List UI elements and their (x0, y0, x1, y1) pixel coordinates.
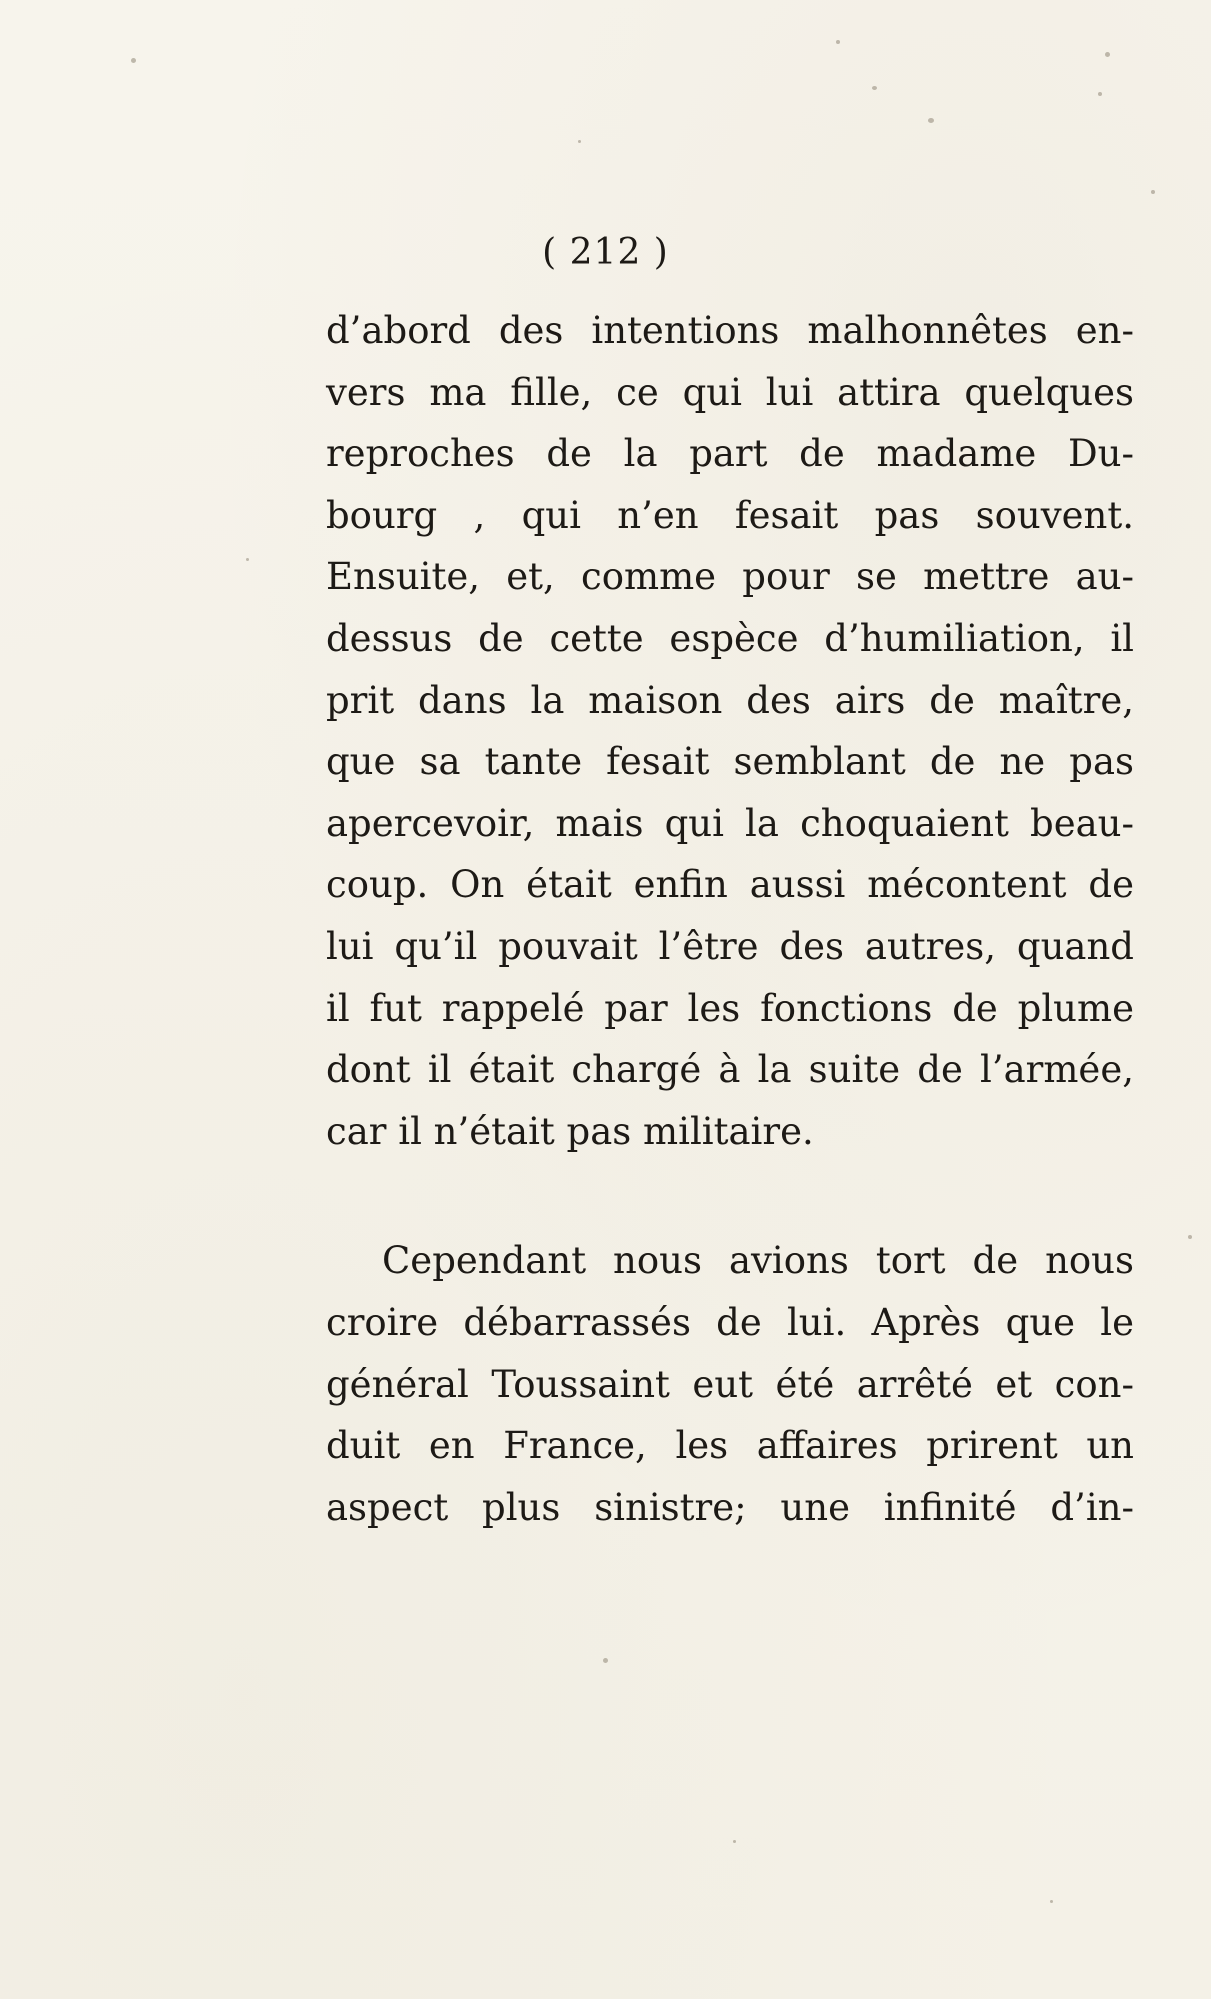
text-line: que sa tante fesait semblant de ne pas (326, 740, 1134, 784)
text-line: bourg , qui n’en fesait pas souvent. (326, 493, 1134, 537)
paper-speck (246, 558, 249, 561)
paper-speck (733, 1840, 736, 1843)
paper-speck (1050, 1900, 1053, 1903)
text-line: général Toussaint eut été arrêté et con- (326, 1362, 1134, 1406)
paper-speck (872, 86, 877, 90)
paragraph (326, 1230, 1134, 1538)
text-line: aspect plus sinistre; une infinité d’in- (326, 1485, 1134, 1529)
paper-speck (1098, 92, 1102, 96)
paper-speck (578, 140, 581, 143)
paper-speck (603, 1658, 608, 1663)
text-line: prit dans la maison des airs de maître, (326, 678, 1134, 722)
text-line: lui qu’il pouvait l’être des autres, quand (326, 924, 1134, 968)
paragraph-gap (326, 1162, 1134, 1230)
paper-speck (928, 118, 934, 123)
text-line: vers ma fille, ce qui lui attira quelques (326, 370, 1134, 414)
paper-speck (1105, 52, 1110, 57)
text-line: il fut rappelé par les fonctions de plume (326, 986, 1134, 1030)
text-line: dessus de cette espèce d’humiliation, il (326, 616, 1134, 660)
paper-speck (131, 58, 136, 63)
text-line: d’abord des intentions malhonnêtes en- (326, 309, 1134, 352)
text-line: apercevoir, mais qui la choquaient beau- (326, 801, 1134, 845)
text-line: coup. On était enfin aussi mécontent de (326, 863, 1134, 907)
text-line: Cependant nous avions tort de nous (382, 1239, 1134, 1283)
paragraph (326, 300, 1134, 1162)
paper-speck (1151, 190, 1155, 194)
paper-speck (836, 40, 840, 44)
body-text (326, 300, 1134, 1538)
text-line: duit en France, les affaires prirent un (326, 1424, 1134, 1468)
text-line: croire débarrassés de lui. Après que le (326, 1300, 1134, 1344)
text-line: car il n’était pas militaire. (326, 1109, 814, 1153)
paper-speck (1188, 1235, 1192, 1239)
text-line: Ensuite, et, comme pour se mettre au- (326, 555, 1134, 599)
text-line: dont il était chargé à la suite de l’armée, (326, 1048, 1134, 1092)
text-line: reproches de la part de madame Du- (326, 432, 1134, 476)
page-number: ( 212 ) (542, 232, 669, 273)
